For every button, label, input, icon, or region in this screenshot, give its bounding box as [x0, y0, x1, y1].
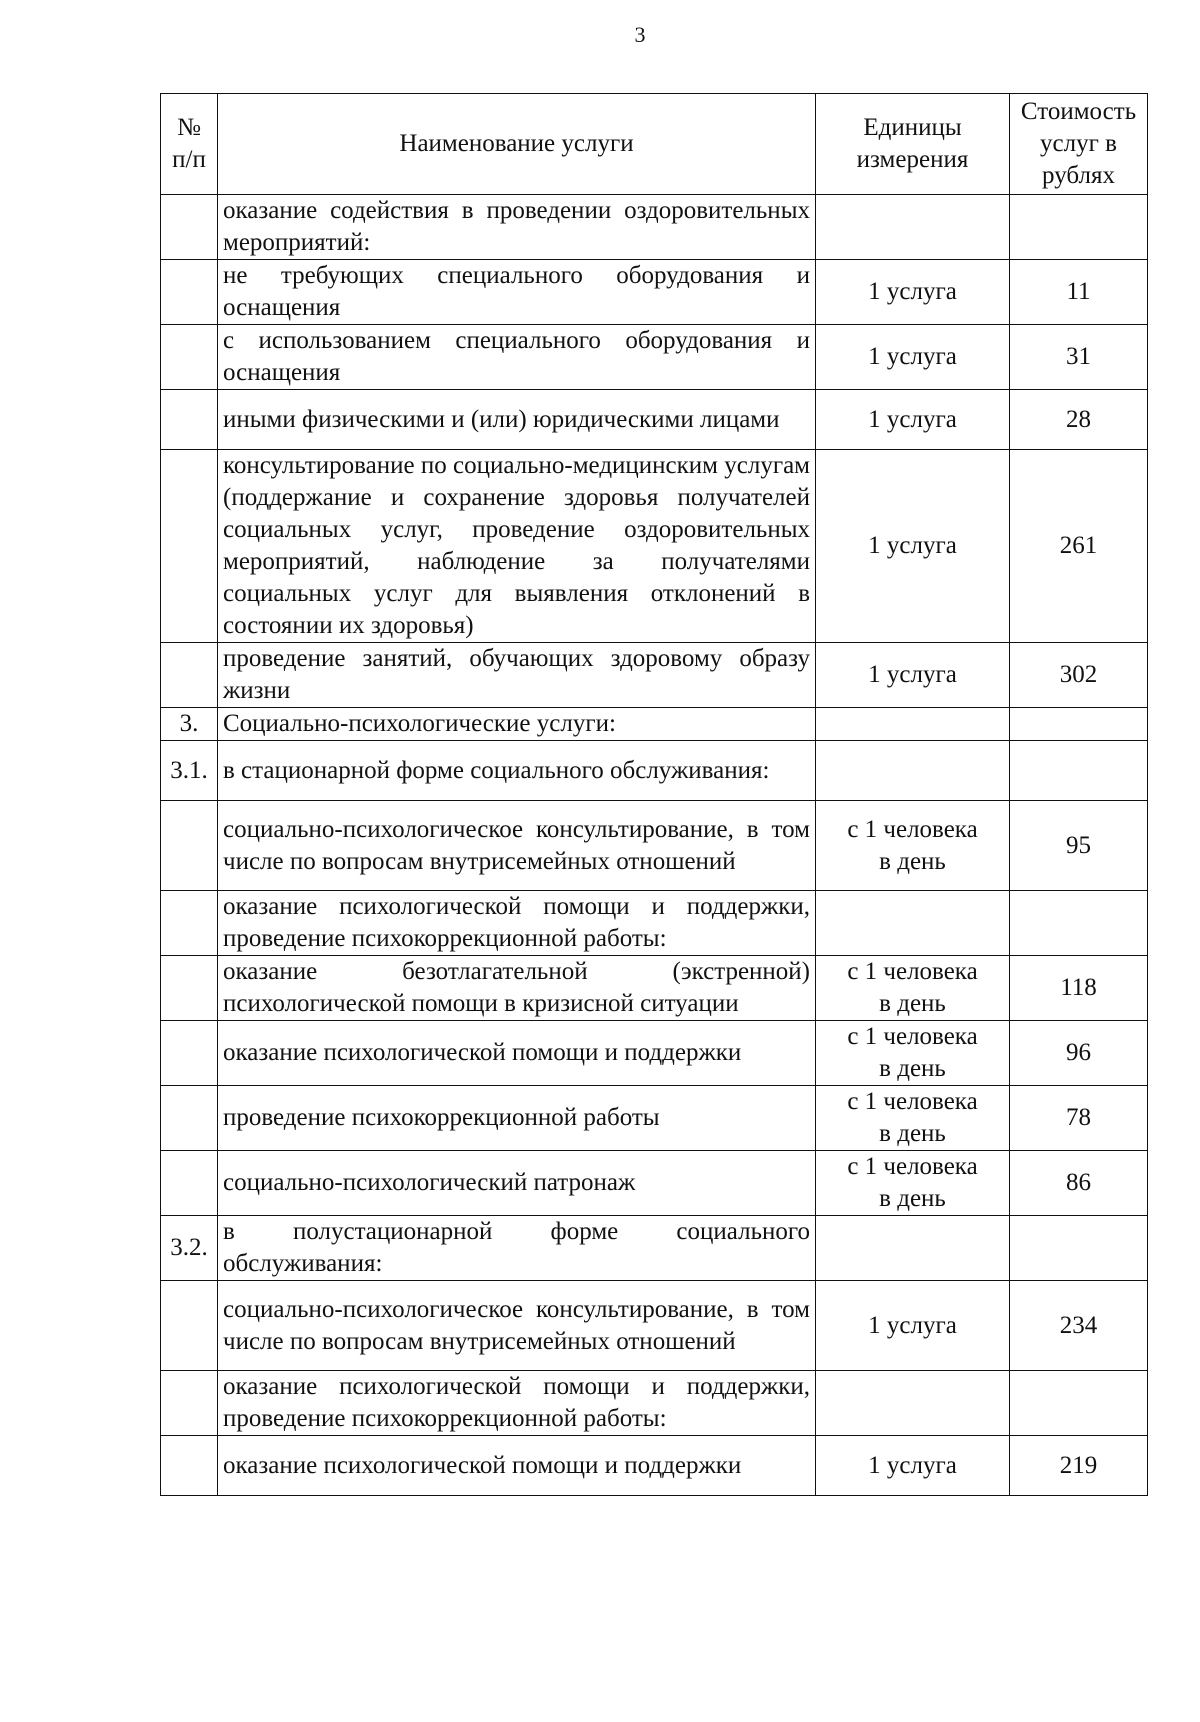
row-cost: 302	[1010, 643, 1148, 708]
header-service-name: Наименование услуги	[218, 94, 816, 195]
row-number	[161, 1281, 218, 1371]
row-unit: 1 услуга	[816, 1281, 1010, 1371]
row-unit	[816, 1371, 1010, 1436]
row-number	[161, 801, 218, 891]
table-row	[161, 1216, 1148, 1281]
table-row	[161, 450, 1148, 643]
table-row	[161, 1436, 1148, 1496]
row-number	[161, 325, 218, 390]
page-number: 3	[634, 22, 646, 47]
row-service-name: социально-психологическое консультирование, в том числе по вопросам внутрисемейных отношений	[218, 801, 816, 891]
row-cost: 118	[1010, 956, 1148, 1021]
row-service-name: оказание психологической помощи и поддержки, проведение психокоррекционной работы:	[218, 1371, 816, 1436]
row-cost	[1010, 1371, 1148, 1436]
row-service-name: с использованием специального оборудования и оснащения	[218, 325, 816, 390]
row-unit	[816, 891, 1010, 956]
table-row	[161, 325, 1148, 390]
row-unit	[816, 195, 1010, 260]
row-unit: 1 услуга	[816, 1436, 1010, 1496]
row-cost: 86	[1010, 1151, 1148, 1216]
row-cost: 31	[1010, 325, 1148, 390]
row-unit: с 1 человека в день	[816, 956, 1010, 1021]
row-cost	[1010, 741, 1148, 801]
row-cost	[1010, 708, 1148, 741]
table-row	[161, 1151, 1148, 1216]
table-row	[161, 741, 1148, 801]
row-number	[161, 260, 218, 325]
row-service-name: проведение психокоррекционной работы	[218, 1086, 816, 1151]
row-service-name: проведение занятий, обучающих здоровому образу жизни	[218, 643, 816, 708]
row-unit: с 1 человека в день	[816, 801, 1010, 891]
row-service-name: не требующих специального оборудования и оснащения	[218, 260, 816, 325]
row-unit	[816, 741, 1010, 801]
row-number	[161, 1151, 218, 1216]
row-unit: с 1 человека в день	[816, 1021, 1010, 1086]
row-number	[161, 1436, 218, 1496]
row-cost: 234	[1010, 1281, 1148, 1371]
table-row	[161, 260, 1148, 325]
row-service-name: оказание психологической помощи и поддержки	[218, 1436, 816, 1496]
row-cost	[1010, 195, 1148, 260]
header-cost: Стоимость услуг в рублях	[1010, 94, 1148, 195]
table-row	[161, 1371, 1148, 1436]
table-row	[161, 1086, 1148, 1151]
row-number	[161, 891, 218, 956]
row-number	[161, 195, 218, 260]
row-service-name: Социально-психологические услуги:	[218, 708, 816, 741]
row-number	[161, 1371, 218, 1436]
row-cost: 261	[1010, 450, 1148, 643]
row-number: 3.	[161, 708, 218, 741]
header-unit: Единицы измерения	[816, 94, 1010, 195]
row-service-name: оказание психологической помощи и поддержки	[218, 1021, 816, 1086]
row-cost: 11	[1010, 260, 1148, 325]
table-row	[161, 195, 1148, 260]
table-row	[161, 643, 1148, 708]
row-unit: 1 услуга	[816, 450, 1010, 643]
table-header-row	[161, 94, 1148, 195]
row-number	[161, 1021, 218, 1086]
row-number	[161, 643, 218, 708]
header-number: № п/п	[161, 94, 218, 195]
row-unit	[816, 1216, 1010, 1281]
row-service-name: в стационарной форме социального обслуживания:	[218, 741, 816, 801]
row-cost	[1010, 1216, 1148, 1281]
row-cost: 78	[1010, 1086, 1148, 1151]
row-unit: с 1 человека в день	[816, 1086, 1010, 1151]
row-service-name: иными физическими и (или) юридическими лицами	[218, 390, 816, 450]
row-number	[161, 390, 218, 450]
table-row	[161, 390, 1148, 450]
table-row	[161, 891, 1148, 956]
row-cost: 219	[1010, 1436, 1148, 1496]
row-unit: с 1 человека в день	[816, 1151, 1010, 1216]
table-row	[161, 1021, 1148, 1086]
row-cost: 95	[1010, 801, 1148, 891]
row-unit: 1 услуга	[816, 260, 1010, 325]
row-number: 3.2.	[161, 1216, 218, 1281]
row-number: 3.1.	[161, 741, 218, 801]
table-row	[161, 956, 1148, 1021]
row-cost	[1010, 891, 1148, 956]
services-price-table	[160, 93, 1148, 1496]
row-service-name: в полустационарной форме социального обслуживания:	[218, 1216, 816, 1281]
table-row	[161, 1281, 1148, 1371]
row-unit: 1 услуга	[816, 643, 1010, 708]
row-unit: 1 услуга	[816, 390, 1010, 450]
row-cost: 96	[1010, 1021, 1148, 1086]
row-service-name: оказание содействия в проведении оздоровительных мероприятий:	[218, 195, 816, 260]
row-service-name: оказание психологической помощи и поддержки, проведение психокоррекционной работы:	[218, 891, 816, 956]
row-service-name: социально-психологическое консультирование, в том числе по вопросам внутрисемейных отношений	[218, 1281, 816, 1371]
row-cost: 28	[1010, 390, 1148, 450]
row-unit	[816, 708, 1010, 741]
row-service-name: оказание безотлагательной (экстренной) психологической помощи в кризисной ситуации	[218, 956, 816, 1021]
table-row	[161, 801, 1148, 891]
row-number	[161, 1086, 218, 1151]
row-number	[161, 956, 218, 1021]
table-row	[161, 708, 1148, 741]
row-number	[161, 450, 218, 643]
row-service-name: консультирование по социально-медицинским услугам (поддержание и сохранение здоровья получателей социальных услуг, проведение оздоровительных мероприятий, наблюдение за получателями социальных услуг для выявления отклонений в состоянии их здоровья)	[218, 450, 816, 643]
row-unit: 1 услуга	[816, 325, 1010, 390]
row-service-name: социально-психологический патронаж	[218, 1151, 816, 1216]
